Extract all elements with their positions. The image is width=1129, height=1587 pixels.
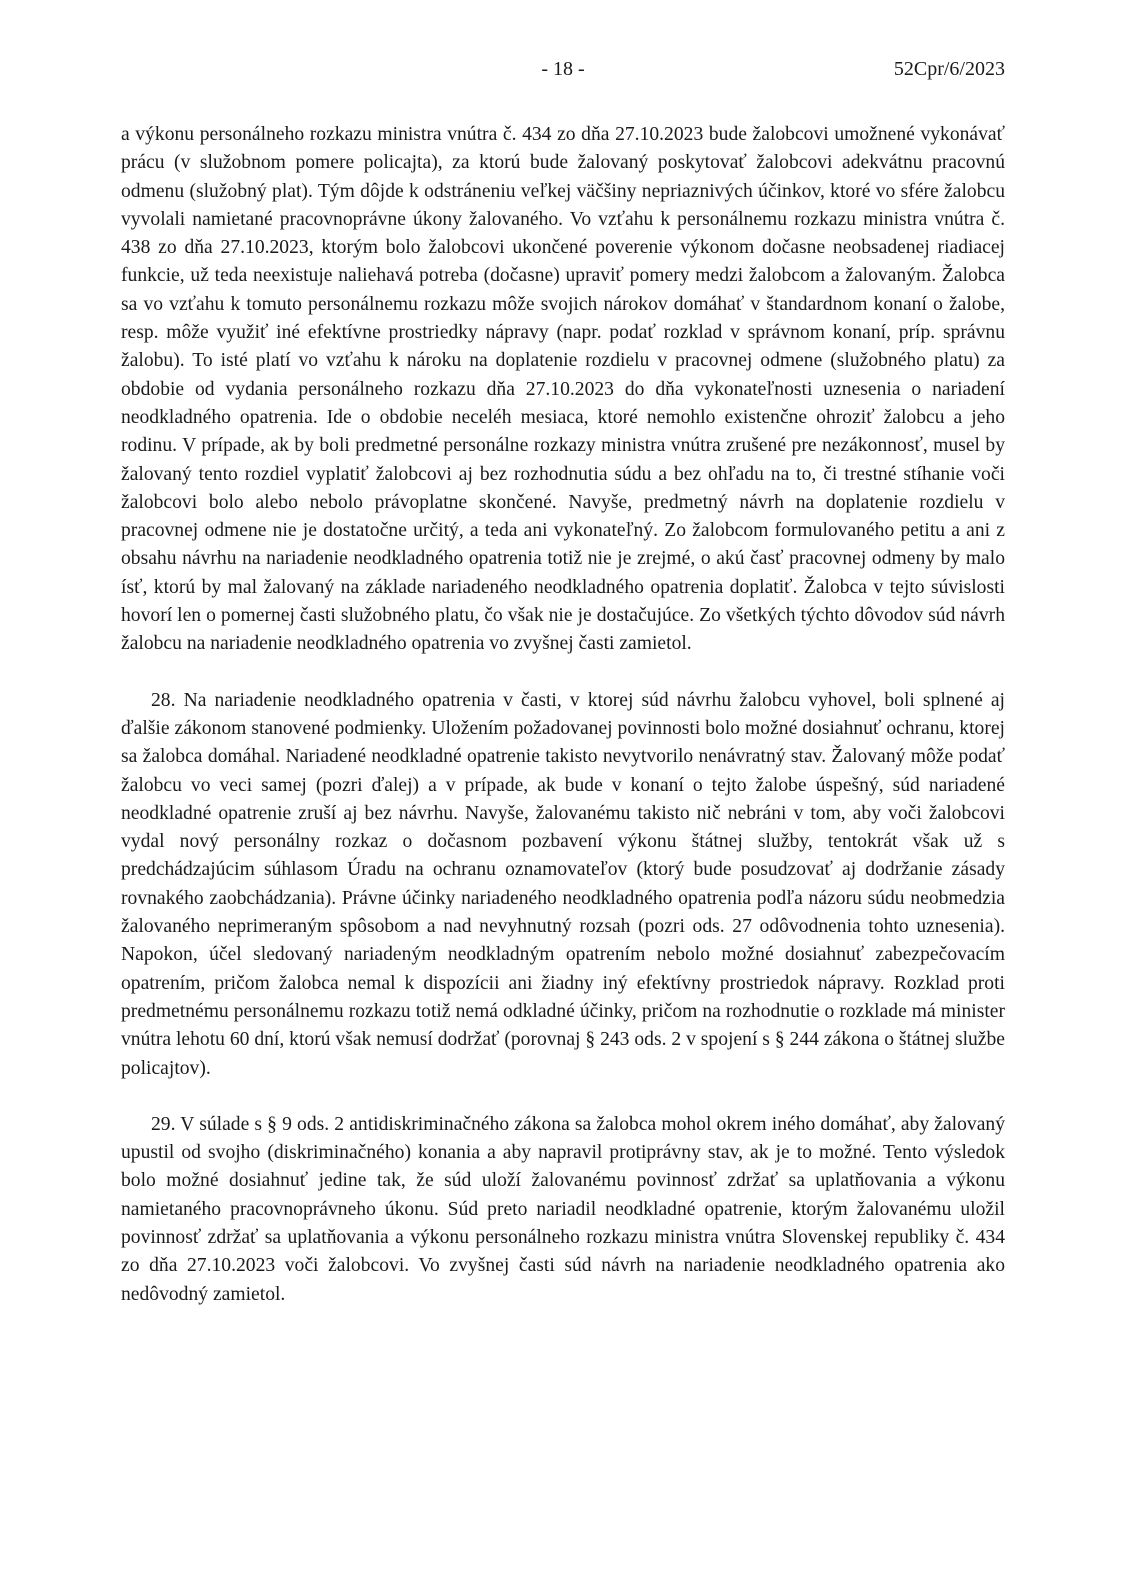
document-body — [121, 121, 1005, 1309]
paragraph-29: 29. V súlade s § 9 ods. 2 antidiskriminačného zákona sa žalobca mohol okrem iného domáhať, aby žalovaný upustil od svojho (diskriminačného) konania a aby napravil protiprávny stav, ak je to možné. Tento výsledok bolo možné dosiahnuť jedine tak, že súd uloží žalovanému povinnosť zdržať sa uplatňovania a výkonu namietaného pracovnoprávneho úkonu. Súd preto nariadil neodkladné opatrenie, ktorým žalovanému uložil povinnosť zdržať sa uplatňovania a výkonu personálneho rozkazu ministra vnútra Slovenskej republiky č. 434 zo dňa 27.10.2023 voči žalobcovi. Vo zvyšnej časti súd návrh na nariadenie neodkladného opatrenia ako nedôvodný zamietol. — [121, 1113, 1005, 1305]
paragraph-spacer — [121, 1083, 1005, 1111]
paragraph-spacer — [121, 659, 1005, 687]
paragraph-28: 28. Na nariadenie neodkladného opatrenia v časti, v ktorej súd návrhu žalobcu vyhovel, boli splnené aj ďalšie zákonom stanovené podmienky. Uložením požadovanej povinnosti bolo možné dosiahnuť ochranu, ktorej sa žalobca domáhal. Nariadené neodkladné opatrenie takisto nevytvorilo nenávratný stav. Žalovaný môže podať žalobcu vo veci samej (pozri ďalej) a v prípade, ak bude v konaní o tejto žalobe úspešný, súd nariadené neodkladné opatrenie zruší aj bez návrhu. Navyše, žalovanému takisto nič nebráni v tom, aby voči žalobcovi vydal nový personálny rozkaz o dočasnom pozbavení výkonu štátnej služby, tentokrát však už s predchádzajúcim súhlasom Úradu na ochranu oznamovateľov (ktorý bude posudzovať aj dodržanie zásady rovnakého zaobchádzania). Právne účinky nariadeného neodkladného opatrenia podľa názoru súdu neobmedzia žalovaného neprimeraným spôsobom a nad nevyhnutný rozsah (pozri ods. 27 odôvodnenia tohto uznesenia). Napokon, účel sledovaný nariadeným neodkladným opatrením nebolo možné dosiahnuť zabezpečovacím opatrením, pričom žalobca nemal k dispozícii ani žiadny iný efektívny prostriedok nápravy. Rozklad proti predmetnému personálnemu rozkazu totiž nemá odkladné účinky, pričom na rozhodnutie o rozklade má minister vnútra lehotu 60 dní, ktorú však nemusí dodržať (porovnaj § 243 ods. 2 v spojení s § 244 zákona o štátnej službe policajtov). — [121, 689, 1005, 1079]
paragraph-continuation: a výkonu personálneho rozkazu ministra vnútra č. 434 zo dňa 27.10.2023 bude žalobcovi umožnené vykonávať prácu (v služobnom pomere policajta), za ktorú bude žalovaný poskytovať žalobcovi adekvátnu pracovnú odmenu (služobný plat). Tým dôjde k odstráneniu veľkej väčšiny nepriaznivých účinkov, ktoré vo sfére žalobcu vyvolali namietané pracovnoprávne úkony žalovaného. Vo vzťahu k personálnemu rozkazu ministra vnútra č. 438 zo dňa 27.10.2023, ktorým bolo žalobcovi ukončené poverenie výkonom dočasne neobsadenej riadiacej funkcie, už teda neexistuje naliehavá potreba (dočasne) upraviť pomery medzi žalobcom a žalovaným. Žalobca sa vo vzťahu k tomuto personálnemu rozkazu môže svojich nárokov domáhať v štandardnom konaní o žalobe, resp. môže využiť iné efektívne prostriedky nápravy (napr. podať rozklad v správnom konaní, príp. správnu žalobu). To isté platí vo vzťahu k nároku na doplatenie rozdielu v pracovnej odmene (služobného platu) za obdobie od vydania personálneho rozkazu dňa 27.10.2023 do dňa vykonateľnosti uznesenia o nariadení neodkladného opatrenia. Ide o obdobie neceléh mesiaca, ktoré nemohlo existenčne ohroziť žalobcu a jeho rodinu. V prípade, ak by boli predmetné personálne rozkazy ministra vnútra zrušené pre nezákonnosť, musel by žalovaný tento rozdiel vyplatiť žalobcovi aj bez rozhodnutia súdu a bez ohľadu na to, či trestné stíhanie voči žalobcovi bolo alebo nebolo právoplatne skončené. Navyše, predmetný návrh na doplatenie rozdielu v pracovnej odmene nie je dostatočne určitý, a teda ani vykonateľný. Zo žalobcom formulovaného petitu a ani z obsahu návrhu na nariadenie neodkladného opatrenia totiž nie je zrejmé, o akú časť pracovnej odmeny by malo ísť, ktorú by mal žalovaný na základe nariadeného neodkladného opatrenia doplatiť. Žalobca v tejto súvislosti hovorí len o pomernej časti služobného platu, čo však nie je dostačujúce. Zo všetkých týchto dôvodov súd návrh žalobcu na nariadenie neodkladného opatrenia vo zvyšnej časti zamietol. — [121, 124, 1005, 655]
case-number: 52Cpr/6/2023 — [893, 58, 1005, 80]
page-number: - 18 - — [541, 58, 585, 80]
page-header — [121, 58, 1005, 88]
